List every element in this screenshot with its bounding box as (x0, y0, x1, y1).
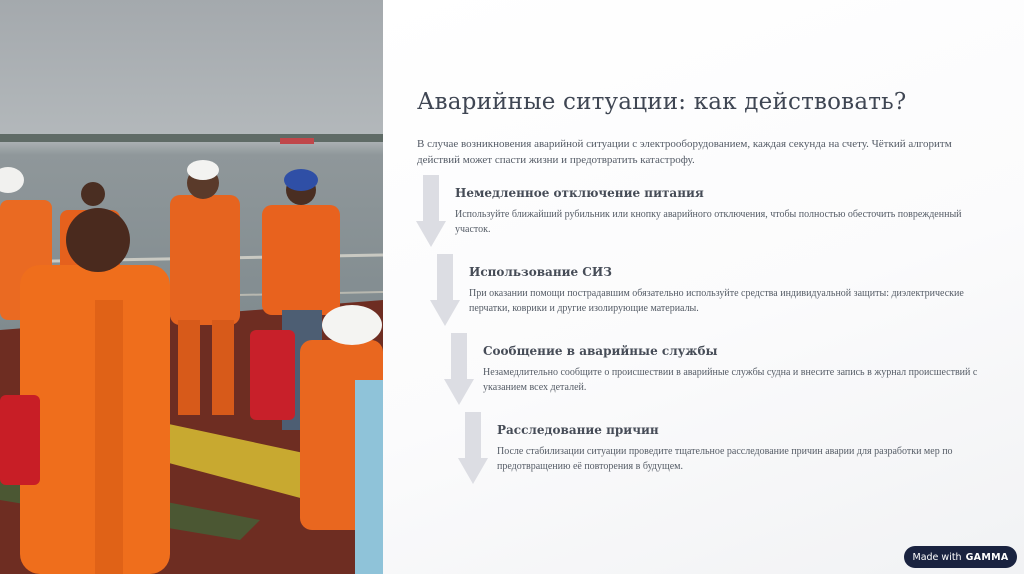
made-with-gamma-badge[interactable] (904, 546, 1017, 568)
down-arrow-icon (430, 254, 460, 326)
step-4-text: После стабилизации ситуации проведите тщательное расследование причин аварии для разработки мер по предотвращению её повторения в будущем. (497, 446, 953, 472)
page-title: Аварийные ситуации: как действовать? (417, 89, 907, 115)
intro-text: В случае возникновения аварийной ситуации с электрооборудованием, каждая секунда на счету. Чёткий алгоритм действий может спасти жизни и предотвратить катастрофу. (417, 138, 952, 166)
step-3-title: Сообщение в аварийные службы (483, 344, 718, 358)
crew-photo (0, 0, 383, 574)
photo-illustration (0, 0, 383, 574)
step-3-text: Незамедлительно сообщите о происшествии в аварийные службы судна и внесите запись в журнал происшествий с указанием всех деталей. (483, 367, 978, 393)
step-1-text: Используйте ближайший рубильник или кнопку аварийного отключения, чтобы полностью обесточить поврежденный участок. (455, 209, 962, 235)
badge-prefix: Made with (912, 551, 962, 563)
down-arrow-icon (416, 175, 446, 247)
down-arrow-icon (444, 333, 474, 405)
step-1-title: Немедленное отключение питания (455, 186, 704, 200)
step-4-title: Расследование причин (497, 423, 659, 437)
step-2-title: Использование СИЗ (469, 265, 612, 279)
down-arrow-icon (458, 412, 488, 484)
step-2-text: При оказании помощи пострадавшим обязательно используйте средства индивидуальной защиты: диэлектрические перчатки, коврики и другие изолирующие материалы. (469, 288, 964, 314)
gamma-logo: GAMMA (965, 551, 1009, 563)
